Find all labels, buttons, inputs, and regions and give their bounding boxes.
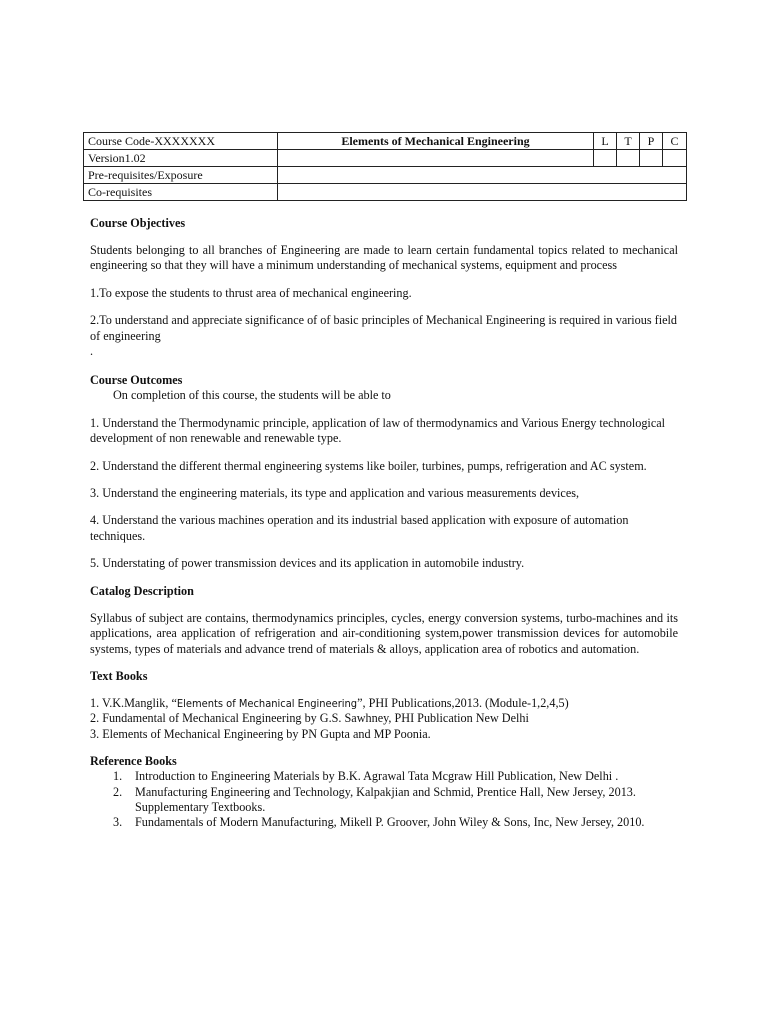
course-code: Course Code-XXXXXXX xyxy=(84,133,278,150)
textbook-item-3: 3. Elements of Mechanical Engineering by PN Gupta and MP Poonia. xyxy=(90,726,431,741)
course-title: Elements of Mechanical Engineering xyxy=(278,133,594,150)
coreq-value xyxy=(278,184,687,201)
document-body xyxy=(90,216,678,831)
reference-text: Manufacturing Engineering and Technology, Kalpakjian and Schmid, Prentice Hall, New Jersey, 2013. Supplementary Textbooks. xyxy=(135,784,636,814)
header-row-prereq xyxy=(84,167,687,184)
reference-number: 2. xyxy=(113,784,123,799)
reference-number: 3. xyxy=(113,815,123,830)
outcomes-heading: Course Outcomes xyxy=(90,373,183,388)
objective-item-2: 2.To understand and appreciate significance of of basic principles of Mechanical Engineering is required in various field of engineering xyxy=(90,313,677,343)
practical-label: P xyxy=(640,133,663,150)
credit-value xyxy=(663,150,687,167)
textbook-1-title: Elements of Mechanical Engineering xyxy=(176,696,358,710)
course-header-table xyxy=(83,132,687,201)
version-label: Version1.02 xyxy=(84,150,278,167)
textbook-1-suffix: ”, PHI Publications,2013. (Module-1,2,4,5) xyxy=(357,695,569,710)
objective-trailing-dot: . xyxy=(90,344,94,359)
outcome-item-4: 4. Understand the various machines operation and its industrial based application with exposure of automation techniques. xyxy=(90,513,629,543)
outcome-item-5: 5. Understating of power transmission devices and its application in automobile industry. xyxy=(90,556,525,571)
reference-item xyxy=(90,769,678,784)
objectives-intro: Students belonging to all branches of Engineering are made to learn certain fundamental topics related to mechanical engineering so that they will have a minimum understanding of mechanical systems, equipment and process xyxy=(90,243,678,273)
catalog-text: Syllabus of subject are contains, thermodynamics principles, cycles, energy conversion systems, turbo-machines and its applications, area application of refrigeration and air-conditioning system,power transmission devices for automobile systems, types of materials and advance trend of materials & alloys, application area of robotics and automation. xyxy=(90,610,678,656)
credit-label: C xyxy=(663,133,687,150)
lecture-value xyxy=(594,150,617,167)
reference-text: Introduction to Engineering Materials by B.K. Agrawal Tata Mcgraw Hill Publication, New Delhi . xyxy=(135,769,619,784)
outcome-item-1: 1. Understand the Thermodynamic principle, application of law of thermodynamics and Various Energy technological development of non renewable and renewable type. xyxy=(90,415,666,446)
textbook-item-1 xyxy=(90,696,678,711)
textbooks-heading: Text Books xyxy=(90,668,148,683)
reference-item xyxy=(90,785,678,816)
references-heading: Reference Books xyxy=(90,754,177,769)
coreq-label: Co-requisites xyxy=(84,184,278,201)
header-row-coreq xyxy=(84,184,687,201)
reference-list xyxy=(90,769,678,831)
objectives-heading: Course Objectives xyxy=(90,216,186,230)
outcome-item-3: 3. Understand the engineering materials, its type and application and various measurements devices, xyxy=(90,486,580,501)
prereq-label: Pre-requisites/Exposure xyxy=(84,167,278,184)
outcomes-intro: On completion of this course, the students will be able to xyxy=(113,388,391,403)
prereq-value xyxy=(278,167,687,184)
reference-text: Fundamentals of Modern Manufacturing, Mikell P. Groover, John Wiley & Sons, Inc, New Jersey, 2010. xyxy=(135,815,645,830)
catalog-heading: Catalog Description xyxy=(90,583,194,598)
tutorial-label: T xyxy=(617,133,640,150)
outcome-item-2: 2. Understand the different thermal engineering systems like boiler, turbines, pumps, refrigeration and AC system. xyxy=(90,458,647,473)
header-row-version xyxy=(84,150,687,167)
version-value xyxy=(278,150,594,167)
reference-number: 1. xyxy=(113,769,123,784)
tutorial-value xyxy=(617,150,640,167)
lecture-label: L xyxy=(594,133,617,150)
objective-item-1: 1.To expose the students to thrust area of mechanical engineering. xyxy=(90,285,412,300)
textbook-item-2: 2. Fundamental of Mechanical Engineering by G.S. Sawhney, PHI Publication New Delhi xyxy=(90,711,529,726)
practical-value xyxy=(640,150,663,167)
header-row-code xyxy=(84,133,687,150)
textbook-1-prefix: 1. V.K.Manglik, “ xyxy=(90,695,177,710)
reference-item xyxy=(90,815,678,830)
